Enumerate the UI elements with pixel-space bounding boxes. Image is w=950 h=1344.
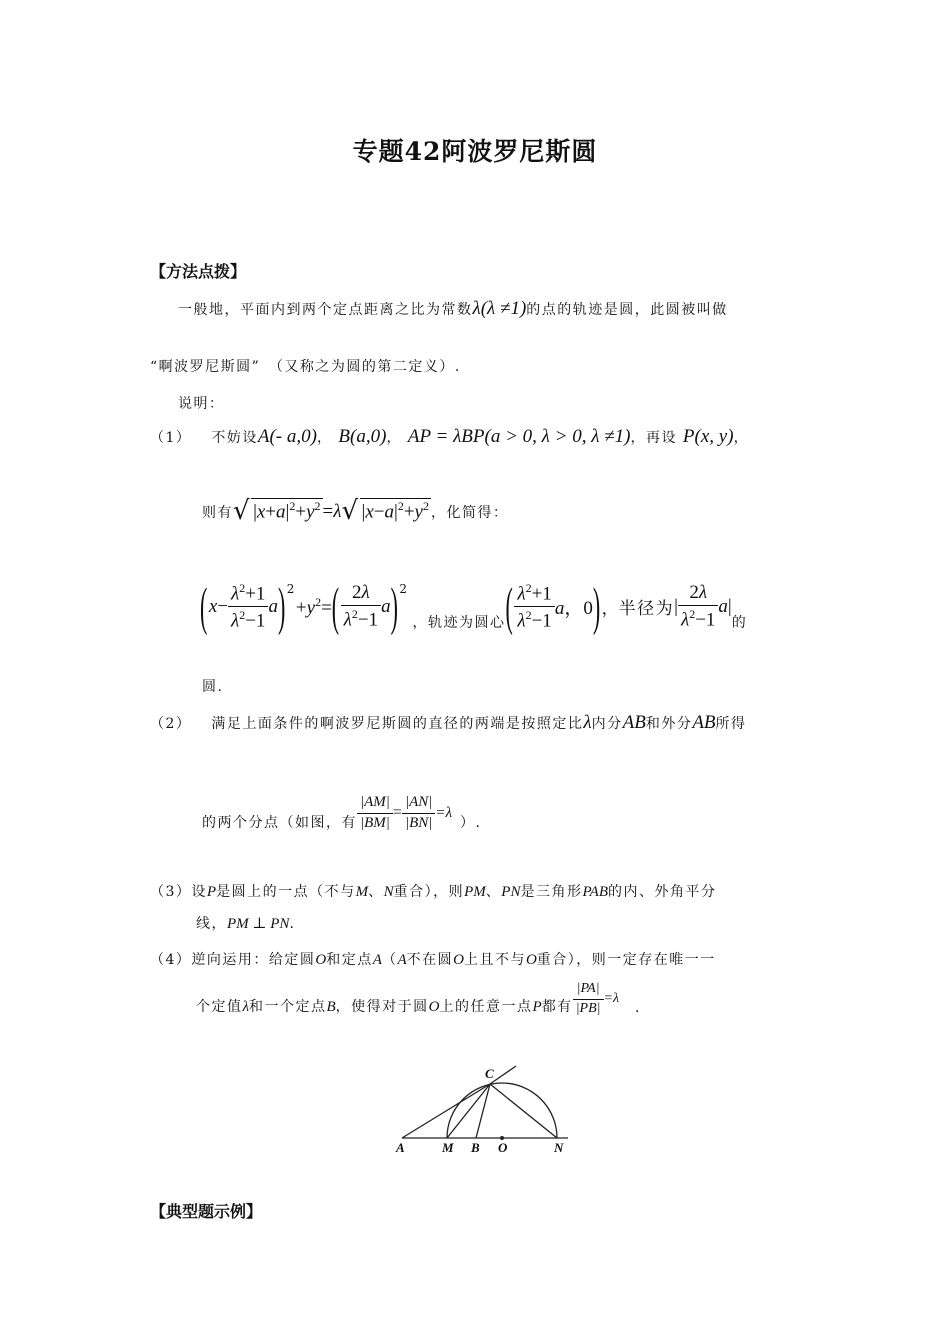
item4-number: （4）: [150, 952, 192, 968]
item2-lambda: λ: [583, 712, 592, 733]
item2-text-2: 内分: [591, 716, 623, 732]
sqrt-symbol-2: √: [341, 496, 360, 526]
center-coord-fraction: $\frac{\lambda^2+1}{\lambda^2-1}$: [514, 582, 554, 632]
sqrt-symbol: √: [233, 496, 252, 526]
item4-text-1: 逆向运用：给定圆: [191, 952, 316, 968]
item3-text-3: 重合），则: [393, 884, 465, 900]
label-M: M: [442, 1140, 454, 1155]
label-C: C: [485, 1066, 494, 1081]
item2-text-3: 和外分: [645, 716, 693, 732]
intro-line-1: [178, 298, 728, 320]
ratio-AM-BM: $\frac{|AM|}{|BM|}$: [357, 795, 393, 832]
intro-lambda: λ(λ ≠1): [472, 298, 527, 319]
item4-text-2: 和定点: [326, 952, 373, 968]
semicircle: [447, 1083, 557, 1138]
item2-text-1: 满足上面条件的啊波罗尼斯圆的直径的两端是按照定比: [211, 716, 584, 732]
item1-text-6: 半径为: [618, 599, 675, 620]
ratio-AN-BN: $\frac{|AN|}{|BN|}$: [402, 795, 435, 832]
item2-text-5: 的两个分点（如图，有: [202, 814, 357, 831]
item1-text-5: ，轨迹为圆心: [412, 614, 506, 631]
circle-equation-line: ( x− $\frac{\lambda^2+1}{\lambda^2-1}$ a ) 2 $+y^2=$ ( $\frac{2\lambda}{\lambda^2-1}$ a ) 2 ，轨迹为圆心 ( $\frac{\lambda^2+1}{\lambda^2-1}$ a，0 ) ， 半径为 | $\frac{2\lambda}{\lambda^2-1}$ a| 的: [200, 582, 747, 632]
item3-line-2: [196, 913, 295, 933]
radius-fraction: $\frac{2\lambda}{\lambda^2-1}$: [341, 583, 381, 630]
item1-text-7: 的: [731, 614, 748, 631]
item1-line-2: [202, 496, 508, 526]
item4-text-6: 重合），则一定存在唯一一: [536, 952, 716, 968]
item2-text-4: 所得: [715, 716, 747, 732]
point-B-def: B(a,0): [338, 426, 387, 447]
item1-text-2: ，再设: [630, 430, 677, 446]
item2-text-6: ）.: [460, 814, 482, 831]
item3-P: P: [206, 884, 217, 900]
item3-PM: PM: [464, 884, 486, 900]
item4-text-8: 和一个定点: [249, 999, 327, 1016]
item1-text-3: 则有: [202, 505, 233, 521]
section-heading-examples: 【典型题示例】: [150, 1202, 263, 1221]
item4-text-11: 都有: [541, 999, 573, 1016]
item4-O-2: O: [453, 952, 464, 968]
item3-sep-2: 、: [485, 884, 502, 900]
item3-text-6: 线，: [196, 916, 227, 932]
center-paren-open: (: [505, 575, 515, 636]
item3-text-4: 是三角形: [520, 884, 583, 900]
item1-text-1: 不妨设: [211, 430, 258, 446]
item4-text-7: 个定值: [196, 999, 243, 1016]
radius-abs-fraction: $\frac{2\lambda}{\lambda^2-1}$: [678, 583, 718, 630]
item3-N: N: [383, 884, 394, 900]
apollonius-figure: [390, 1058, 580, 1158]
ratio-PA-PB: $\frac{|PA|}{|PB|}$: [573, 982, 604, 1016]
item3-text-1: 设: [191, 884, 207, 900]
item4-B: B: [326, 999, 336, 1016]
line-C-extension: [490, 1066, 516, 1084]
sqrt-left: $|x+a|^2+y^2$: [253, 498, 321, 522]
eq-a-2: a: [381, 595, 391, 617]
item3-PAB: PAB: [582, 884, 609, 900]
point-A-def: A(- a,0): [257, 426, 317, 447]
paren-open-2: (: [331, 575, 341, 636]
section-heading-method: 【方法点拨】: [150, 262, 247, 281]
item4-P: P: [532, 999, 542, 1016]
item4-text-5: 上且不与: [463, 952, 526, 968]
page-title: 专题42阿波罗尼斯圆: [352, 137, 598, 166]
eq-x-minus: x−: [208, 595, 228, 617]
item2-number: （2）: [150, 716, 192, 732]
item3-sep-1: 、: [368, 884, 384, 900]
item4-line-1: [150, 949, 716, 969]
item4-text-9: ，使得对于圆: [335, 999, 429, 1016]
item4-line-2: 个定值λ和一个定点B，使得对于圆O上的任意一点P都有 $\frac{|PA|}{|PB|}$ =λ .: [196, 981, 641, 1017]
intro-line-2: “啊波罗尼斯圆” （又称之为圆的第二定义）.: [150, 359, 461, 375]
line-CN: [490, 1084, 557, 1138]
item1-text-8: 圆.: [202, 679, 224, 695]
item4-text-3: （: [381, 952, 398, 968]
intro-pre: 一般地，平面内到两个定点距离之比为常数: [178, 302, 473, 318]
item3-text-2: 是圆上的一点（不与: [216, 884, 356, 900]
radius-abs-rest: a|: [718, 595, 732, 617]
item4-A-2: A: [397, 952, 407, 968]
item4-lambda: λ: [242, 999, 249, 1016]
paren-close-2: ): [390, 575, 400, 636]
sqrt-right: $|x-a|^2+y^2$: [361, 498, 429, 522]
item2-line-1: [150, 712, 747, 734]
item1-line-1: （1） 不妨设A(- a,0)， B(a,0)， AP = λBP(a > 0, λ > 0, λ ≠1)，再设 P(x, y)，: [150, 426, 750, 447]
point-P-def: P(x, y): [682, 426, 734, 447]
center-paren-close: ): [592, 575, 602, 636]
abs-open: |: [674, 595, 678, 617]
item3-line-1: [150, 881, 717, 901]
item1-number: （1）: [150, 430, 192, 446]
eq-a: a: [268, 595, 278, 617]
item4-line-2-text: [196, 996, 573, 1016]
eq-plus-y2: $+y^2=$: [295, 594, 332, 618]
label-A: A: [396, 1140, 405, 1155]
item2-line-2: 的两个分点（如图，有 $\frac{|AM|}{|BM|}$ = $\frac{|AN|}{|BN|}$ =λ ）.: [202, 794, 482, 831]
paren-close: ): [277, 575, 287, 636]
item3-text-5: 的内、外角平分: [608, 884, 717, 900]
label-O: O: [498, 1140, 508, 1155]
item4-O-3: O: [525, 952, 537, 968]
item3-perp: PM ⊥ PN: [227, 916, 290, 932]
item4-text-12: .: [635, 1000, 641, 1017]
label-N: N: [554, 1140, 564, 1155]
label-B: B: [471, 1140, 480, 1155]
paren-open: (: [200, 575, 209, 636]
center-coord-rest: a，0: [554, 598, 593, 620]
item2-AB-2: AB: [692, 712, 716, 733]
center-fraction: $\frac{\lambda^2+1}{\lambda^2-1}$: [228, 582, 268, 632]
item4-text-10: 上的任意一点: [439, 999, 533, 1016]
item4-A-1: A: [372, 952, 382, 968]
shuoming-label: 说明：: [178, 396, 225, 412]
item3-number: （3）: [150, 884, 192, 900]
equals-lambda: =λ: [322, 501, 342, 522]
item4-O-4: O: [428, 999, 440, 1016]
condition-formula: AP = λBP(a > 0, λ > 0, λ ≠1): [407, 426, 631, 447]
item3-PN: PN: [501, 884, 521, 900]
line-AC: [402, 1084, 490, 1138]
item3-M: M: [355, 884, 369, 900]
intro-post: 的点的轨迹是圆，此圆被叫做: [526, 302, 728, 318]
item4-text-4: 不在圆: [406, 952, 454, 968]
item2-AB-1: AB: [622, 712, 646, 733]
item4-O-1: O: [315, 952, 327, 968]
item1-text-4: ，化简得：: [430, 505, 509, 521]
item3-text-7: .: [289, 916, 296, 932]
